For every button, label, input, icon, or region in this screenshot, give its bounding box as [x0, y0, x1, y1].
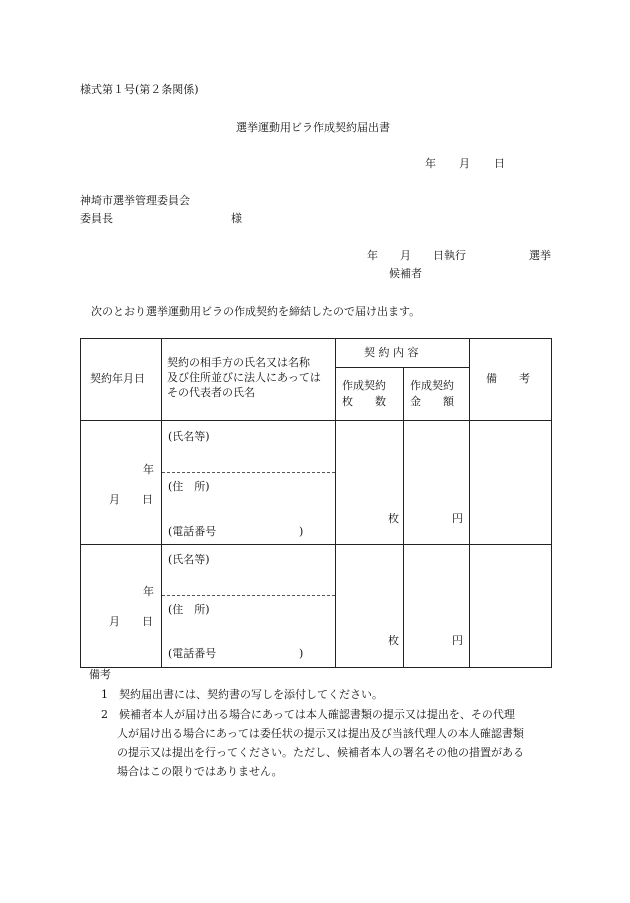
row-date-year: 年 — [143, 585, 154, 598]
header-amount-line1: 作成契約 — [410, 379, 454, 392]
row-party — [162, 421, 336, 545]
row-date — [81, 421, 162, 545]
election-day-held: 日執行 — [433, 249, 466, 262]
row-party-phone: (電話番号 — [168, 647, 217, 660]
form-id: 様式第１号(第２条関係) — [80, 83, 199, 96]
row-count — [336, 421, 404, 545]
header-party-line3: その代表者の氏名 — [167, 386, 255, 399]
row-date — [81, 545, 162, 668]
row-party-phone-close: ) — [299, 647, 304, 660]
note-item-1: 1 契約届出書には、契約書の写しを添付してください。 — [101, 688, 383, 701]
header-contents — [336, 339, 470, 368]
chair-title: 委員長 — [80, 212, 113, 225]
date-month: 月 — [459, 157, 470, 170]
header-contents-label: 契 約 内 容 — [364, 346, 419, 359]
row-amount-unit: 円 — [452, 634, 463, 647]
contract-table — [80, 338, 552, 668]
row-party — [162, 545, 336, 668]
table-row — [81, 421, 552, 545]
row-date-month-day: 月 日 — [109, 615, 153, 628]
header-party-line1: 契約の相手方の氏名又は名称 — [167, 356, 310, 369]
row-amount — [404, 421, 470, 545]
row-party-phone-close: ) — [299, 525, 304, 538]
header-amount-line2: 金 額 — [410, 395, 454, 408]
date-day: 日 — [494, 157, 505, 170]
row-party-divider — [162, 472, 335, 473]
header-amount — [404, 368, 470, 421]
notes-heading: 備考 — [89, 668, 111, 681]
header-count — [336, 368, 404, 421]
date-year: 年 — [425, 157, 436, 170]
row-count — [336, 545, 404, 668]
header-remarks-label: 備 考 — [486, 372, 530, 385]
header-count-line2: 枚 数 — [342, 395, 386, 408]
note-item-2-cont: 人が届け出る場合にあっては委任状の提示又は提出及び当該代理人の本人確認書類 — [117, 727, 524, 740]
note-item-2: 2 候補者本人が届け出る場合にあっては本人確認書類の提示又は提出を、その代理 — [101, 708, 515, 721]
row-date-month-day: 月 日 — [109, 493, 153, 506]
row-party-address: (住 所) — [168, 480, 210, 493]
candidate-label: 候補者 — [389, 267, 422, 280]
row-amount-unit: 円 — [452, 512, 463, 525]
note-item-2-cont: 場合はこの限りではありません。 — [117, 765, 283, 778]
row-party-address: (住 所) — [168, 603, 210, 616]
header-contract-date-label: 契約年月日 — [90, 372, 145, 385]
table-row — [81, 545, 552, 668]
election-type: 選挙 — [529, 249, 551, 262]
row-count-unit: 枚 — [388, 512, 399, 525]
row-party-divider — [162, 595, 335, 596]
row-party-name: (氏名等) — [168, 553, 210, 566]
election-month: 月 — [400, 249, 411, 262]
header-party — [162, 339, 336, 421]
row-amount — [404, 545, 470, 668]
election-year: 年 — [367, 249, 378, 262]
row-party-phone: (電話番号 — [168, 525, 217, 538]
row-remarks — [470, 421, 552, 545]
notes-section — [84, 666, 554, 786]
note-item-2-cont: の提示又は提出を行ってください。ただし、候補者本人の署名その他の措置がある — [117, 746, 524, 759]
row-count-unit: 枚 — [388, 634, 399, 647]
header-remarks — [470, 339, 552, 421]
committee-name: 神埼市選挙管理委員会 — [80, 194, 190, 207]
form-title: 選挙運動用ビラ作成契約届出書 — [236, 121, 390, 134]
header-contract-date — [81, 339, 162, 421]
row-remarks — [470, 545, 552, 668]
honorific: 様 — [231, 212, 242, 225]
header-count-line1: 作成契約 — [342, 379, 386, 392]
header-party-line2: 及び住所並びに法人にあっては — [167, 371, 321, 384]
row-party-name: (氏名等) — [168, 430, 210, 443]
intro-text: 次のとおり選挙運動用ビラの作成契約を締結したので届け出ます。 — [91, 305, 421, 318]
row-date-year: 年 — [143, 463, 154, 476]
